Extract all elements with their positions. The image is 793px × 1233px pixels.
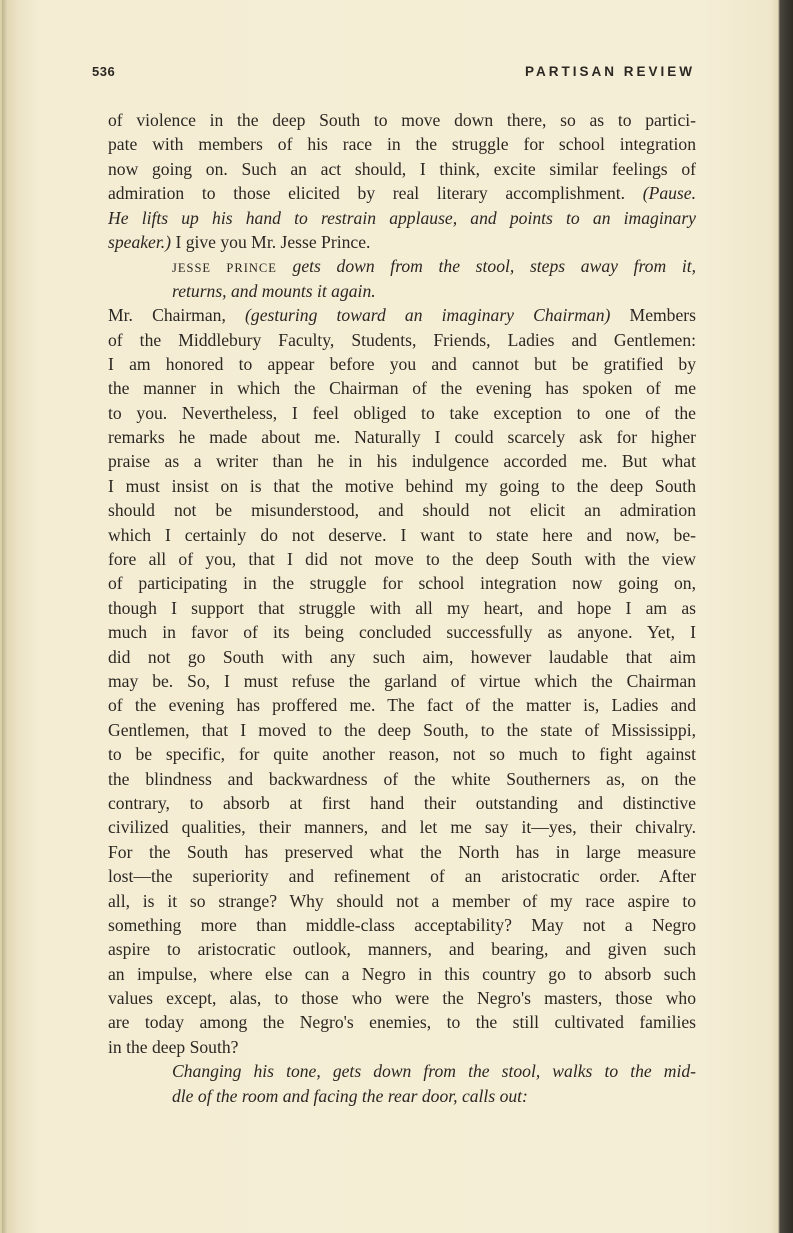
text-line: lost—the superiority and refinement of an aristocratic order. After [108, 866, 696, 887]
text-line: much in favor of its being concluded successfully as anyone. Yet, I [108, 622, 696, 643]
text-line: I am honored to appear before you and cannot but be gratified by [108, 353, 696, 374]
stage-direction: (gesturing toward an imaginary Chairman) [245, 305, 611, 326]
text-line: though I support that struggle with all my heart, and hope I am as [108, 597, 696, 618]
text-segment: admiration to those elicited by real literary accomplishment. [108, 183, 626, 204]
stage-direction: speaker.) [108, 231, 172, 252]
stage-direction-line: Changing his tone, gets down from the stool, walks to the mid- [172, 1061, 696, 1082]
text-segment: Members [629, 305, 696, 326]
text-line: should not be misunderstood, and should not elicit an admiration [108, 500, 696, 521]
text-line: may be. So, I must refuse the garland of virtue which the Chairman [108, 670, 696, 691]
stage-direction-line: dle of the room and facing the rear door, calls out: [172, 1085, 528, 1106]
text-line: I must insist on is that the motive behind my going to the deep South [108, 475, 696, 496]
text-line: aspire to aristocratic outlook, manners, and bearing, and given such [108, 939, 696, 960]
text-line: an impulse, where else can a Negro in this country go to absorb such [108, 963, 696, 984]
running-head: PARTISAN REVIEW [524, 64, 695, 79]
text-line: all, is it so strange? Why should not a member of my race aspire to [108, 890, 696, 911]
text-line: of violence in the deep South to move down there, so as to partici- [108, 110, 696, 130]
body-text [108, 108, 696, 1108]
text-segment: I give you Mr. Jesse Prince. [175, 231, 371, 252]
text-segment: Mr. Chairman, [108, 305, 226, 326]
text-line: fore all of you, that I did not move to the deep South with the view [108, 549, 696, 570]
text-line: of participating in the struggle for school integration now going on, [108, 573, 696, 594]
text-line: praise as a writer than he in his indulgence accorded me. But what [108, 451, 696, 472]
stage-direction-line: returns, and mounts it again. [172, 280, 376, 301]
stage-direction: gets down from the stool, steps away from it, [292, 256, 696, 277]
text-line: the manner in which the Chairman of the evening has spoken of me [108, 378, 696, 399]
character-name: JESSE PRINCE [172, 261, 277, 276]
text-line: which I certainly do not deserve. I want to state here and now, be- [108, 524, 696, 545]
text-line: in the deep South? [108, 1036, 239, 1057]
text-line [108, 230, 696, 254]
page-header [92, 64, 695, 84]
text-line: of the Middlebury Faculty, Students, Friends, Ladies and Gentlemen: [108, 329, 696, 350]
text-line: did not go South with any such aim, however laudable that aim [108, 646, 696, 667]
text-line: values except, alas, to those who were the Negro's masters, those who [108, 988, 696, 1009]
text-line: pate with members of his race in the struggle for school integration [108, 134, 696, 155]
text-line: remarks he made about me. Naturally I could scarcely ask for higher [108, 427, 696, 448]
text-line: contrary, to absorb at first hand their outstanding and distinctive [108, 792, 696, 813]
page-gutter [2, 0, 8, 1233]
text-line: are today among the Negro's enemies, to the still cultivated families [108, 1012, 696, 1033]
text-line: civilized qualities, their manners, and let me say it—yes, their chivalry. [108, 817, 696, 838]
text-line: to be specific, for quite another reason, not so much to fight against [108, 744, 696, 765]
text-line: of the evening has proffered me. The fact of the matter is, Ladies and [108, 695, 696, 716]
stage-direction-line: He lifts up his hand to restrain applause, and points to an imaginary [108, 207, 696, 228]
text-line: Gentlemen, that I moved to the deep South, to the state of Mississippi, [108, 719, 696, 740]
text-line [108, 303, 696, 327]
text-line: For the South has preserved what the North has in large measure [108, 841, 696, 862]
text-line: the blindness and backwardness of the white Southerners as, on the [108, 768, 696, 789]
text-line: something more than middle-class acceptability? May not a Negro [108, 914, 696, 935]
text-line [108, 181, 696, 205]
text-line: now going on. Such an act should, I think, excite similar feelings of [108, 158, 696, 179]
stage-direction-line [108, 254, 696, 278]
stage-direction: (Pause. [642, 183, 696, 204]
text-line: to you. Nevertheless, I feel obliged to take exception to one of the [108, 402, 696, 423]
page-number: 536 [92, 64, 116, 79]
